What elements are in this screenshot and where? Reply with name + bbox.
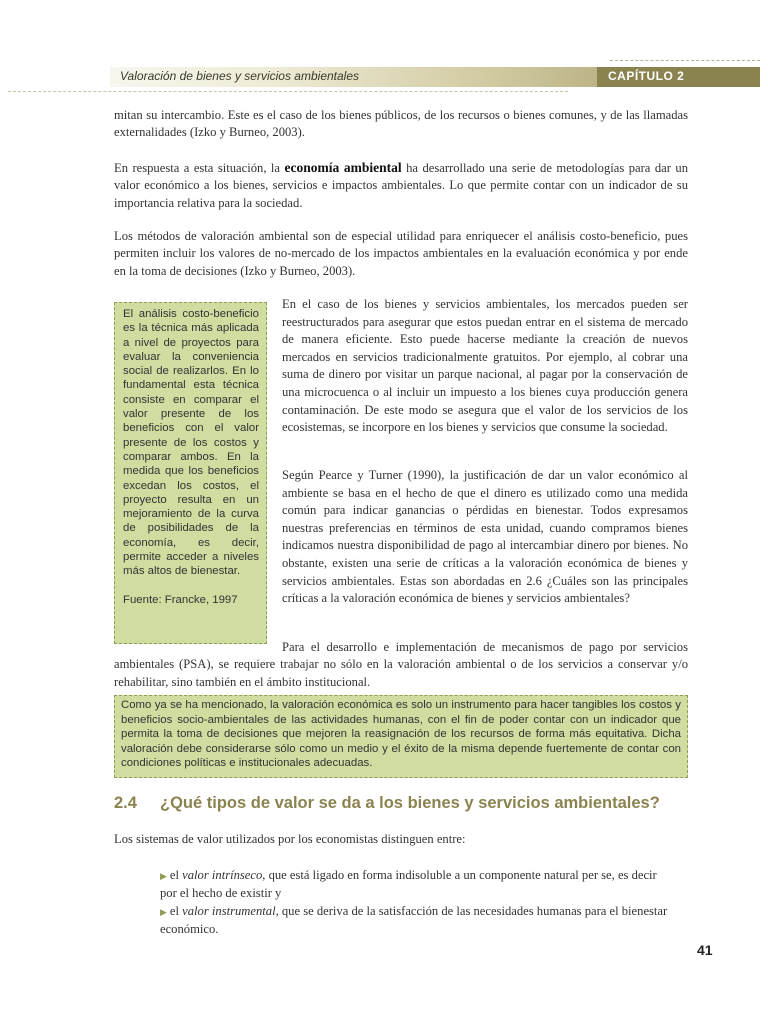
paragraph-5: Según Pearce y Turner (1990), la justificación de dar un valor económico al ambiente se basa en el hecho de que el dinero es utilizado como una medida común para indicar ganancias o pérdidas en bienestar. Todos expresamos nuestras preferencias en términos de esta unidad, cuando compramos bienes indicamos nuestra disponibilidad de pago al intercambiar dinero por bienes. No obstante, existen una serie de críticas a la valoración económica de bienes y servicios ambientales. Estas son abordadas en 2.6 ¿Cuáles son las principales críticas a la valoración económica de bienes y servicios ambientales? xyxy=(282,468,688,606)
triangle-bullet-icon: ▶ xyxy=(160,871,167,881)
highlight-box xyxy=(114,695,688,778)
sidebar-box xyxy=(114,302,267,644)
section-title: ¿Qué tipos de valor se da a los bienes y servicios ambientales? xyxy=(160,794,660,812)
highlight-text: Como ya se ha mencionado, la valoración económica es solo un instrumento para hacer tangibles los costos y beneficios socio-ambientales de las actividades humanas, con el fin de poder contar con un indicador que permita la toma de decisiones que mejoren la reasignación de los recursos de forma más equitativa. Dicha valoración debe considerarse sólo como un medio y el éxito de la misma depende fuertemente de contar con condiciones políticas e institucionales adecuadas. xyxy=(121,699,681,770)
paragraph-3: Los métodos de valoración ambiental son de especial utilidad para enriquecer el análisis costo-beneficio, pues permiten incluir los valores de no-mercado de los impactos ambientales en la evaluación económica y por ende en la toma de decisiones (Izko y Burneo, 2003). xyxy=(114,229,688,278)
list-item-term: valor intrínseco xyxy=(182,868,263,882)
paragraph-2-text-a: En respuesta a esta situación, la xyxy=(114,161,285,175)
list-item xyxy=(160,867,672,902)
list-item-prefix: el xyxy=(169,904,183,918)
paragraph-1: mitan su intercambio. Este es el caso de los bienes públicos, de los recursos o bienes comunes, y de las llamadas externalidades (Izko y Burneo, 2003). xyxy=(114,108,688,140)
list-item-prefix: el xyxy=(169,868,183,882)
sidebar-source: Fuente: Francke, 1997 xyxy=(123,593,238,606)
page-number: 41 xyxy=(697,942,713,958)
paragraph-2 xyxy=(114,159,688,212)
paragraph-7: Los sistemas de valor utilizados por los economistas distinguen entre: xyxy=(114,832,466,846)
section-number: 2.4 xyxy=(114,794,137,812)
running-header-title: Valoración de bienes y servicios ambientales xyxy=(120,69,360,83)
economia-ambiental-term: economía ambiental xyxy=(284,160,402,175)
chapter-label: CAPÍTULO 2 xyxy=(608,69,685,83)
sidebar-text: El análisis costo-beneficio es la técnica más aplicada a nivel de proyectos para evaluar la conveniencia social de realizarlos. En lo fundamental esta técnica consiste en comparar el valor presente de los beneficios con el valor presente de los costos y comparar ambos. En la medida que los beneficios excedan los costos, el proyecto resulta en un mejoramiento de la curva de posibilidades de la economía, es decir, permite acceder a niveles más altos de bienestar. xyxy=(123,308,259,578)
list-item-text: , que está ligado en forma indisoluble a un componente natural per se, es decir por el hecho de existir y xyxy=(160,868,657,900)
paragraph-2-text-b: ha desarrollado una serie de metodologías para dar un valor económico a los bienes, servicios e impactos ambientales. Lo que permite contar con un indicador de su importancia relativa para la sociedad. xyxy=(114,161,688,210)
paragraph-4: En el caso de los bienes y servicios ambientales, los mercados pueden ser reestructurados para asegurar que estos puedan entrar en el sistema de mercado de manera eficiente. Esto puede hacerse mediante la creación de nuevos mercados en servicios tradicionalmente gratuitos. Por ejemplo, al cobrar una suma de dinero por visitar un parque nacional, al pagar por la conservación de una microcuenca o al incluir un impuesto a los bienes cuya producción genera contaminación. De este modo se asegura que el valor de los servicios de los ecosistemas, se incorpore en los bienes y servicios que consume la sociedad. xyxy=(282,297,688,435)
header-dashed-line-bottom xyxy=(8,91,568,92)
header-dashed-line-top xyxy=(610,60,760,61)
list-item xyxy=(160,903,672,938)
list-item-term: valor instrumental xyxy=(182,904,276,918)
list-item-text: , que se deriva de la satisfacción de las necesidades humanas para el bienestar económico. xyxy=(160,904,668,936)
paragraph-6: Para el desarrollo e implementación de mecanismos de pago por servicios ambientales (PSA), se requiere trabajar no sólo en la valoración ambiental o de los servicios a conservar y/o rehabilitar, sino también en el ámbito institucional. xyxy=(114,640,688,689)
triangle-bullet-icon: ▶ xyxy=(160,907,167,917)
